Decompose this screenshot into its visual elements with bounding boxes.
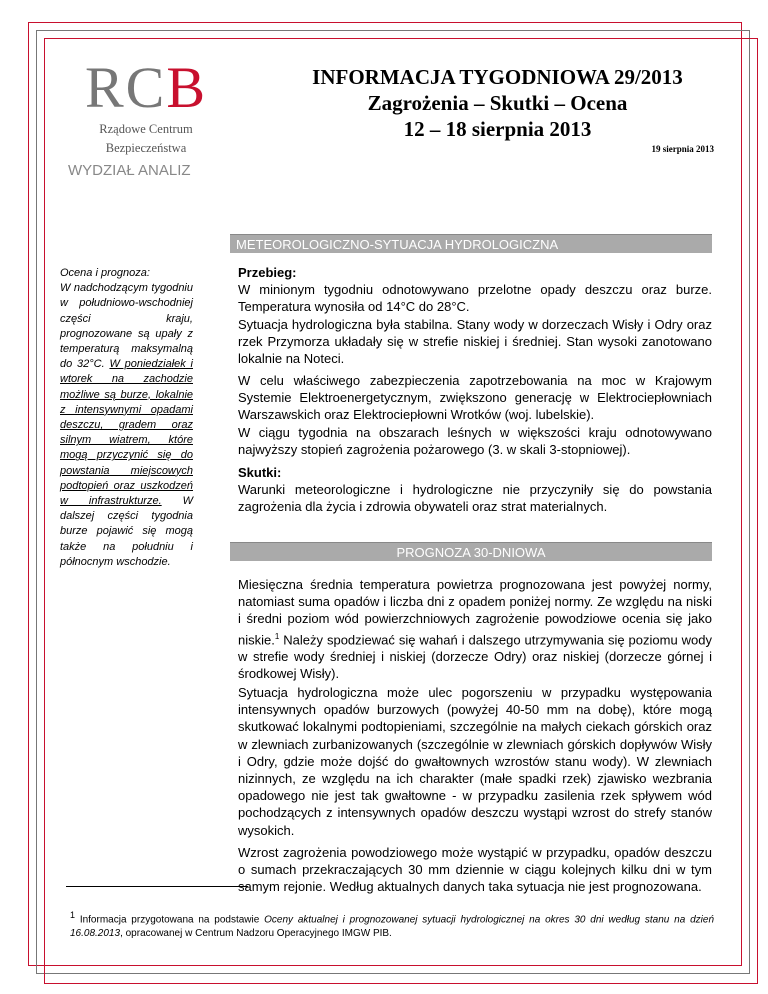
section-meteo-title: METEOROLOGICZNO-SYTUACJA HYDROLOGICZNA: [230, 234, 712, 253]
energy-block: [238, 372, 712, 458]
przebieg-para-2: Sytuacja hydrologiczna była stabilna. Stany wody w dorzeczach Wisły i Odry oraz rzek Przymorza układały się w strefie niskiej i średniej. Stan wysoki zanotowano lokalnie na Noteci.: [238, 316, 712, 367]
przebieg-label: Przebieg:: [238, 265, 297, 280]
sidebar-underlined-text: W poniedziałek i wtorek na zachodzie możliwe są burze, lokalnie z intensywnymi opadami deszczu, gradem oraz silnym wiatrem, które mogą przyczynić się do powstania miejscowych podtopień oraz uszkodzeń w infrastrukturze.: [60, 358, 193, 508]
logo-subtitle-2: Bezpieczeństwa: [105, 141, 187, 155]
doc-subtitle: Zagrożenia – Skutki – Ocena: [367, 91, 628, 115]
przebieg-block: [238, 264, 712, 367]
footnote-separator: [66, 886, 248, 887]
footnote: $^1$ Informacja przygotowana na podstawie Oceny aktualnej i prognozowanej sytuacji hydrologicznej na okres 30 dni według stanu na dzień 16.08.2013, opracowanej w Centrum Nadzoru Operacyjnego IMGW PIB.: [70, 910, 715, 940]
footnote-number: 1: [70, 910, 76, 920]
fire-para: W ciągu tygodnia na obszarach leśnych w większości kraju odnotowywano najwyższy stopień zagrożenia pożarowego (3. w skali 3-stopniowej).: [238, 424, 712, 457]
sidebar-text-2: W dalszej części tygodnia burze pojawić się mogą także na południu i północnym wschodzie.: [60, 495, 194, 568]
forecast-para-2: Sytuacja hydrologiczna może ulec pogorszeniu w przypadku występowania intensywnych opadów burzowych (powyżej 40-50 mm na dobę), które mogą skutkować lokalnymi podtopieniami, szczególnie na małych ciekach górskich oraz w zlewniach zurbanizowanych (szczególnie w zlewniach górskich dopływów Wisły i Odry, gdzie może dojść do gwałtownych wzrostów stanu wody). W zlewniach nizinnych, ze względu na ich charakter (małe spadki rzek) zjawisko wezbrania opadowego nie jest tak gwałtowne - w przypadku zasilenia rzek spływem wód pochodzących z intensywnych opadów deszczu wystąpi wzrost do strefy stanów wysokich.: [238, 685, 712, 838]
forecast-para-1: Miesięczna średnia temperatura powietrza prognozowana jest powyżej normy, natomiast suma opadów i liczba dni z opadem poniżej normy. Ze względu na niski i średni poziom wód powierzchniowych zagrożenie powodziowe ocenia się jako niskie.$^1$ Należy spodziewać się wahań i dalszego utrzymywania się poziomu wody w strefie wody średniej i niskiej (dorzecze Odry) oraz niskiej (dorzecze górnej i środkowej Wisły).: [238, 577, 712, 682]
section-forecast-title: PROGNOZA 30-DNIOWA: [230, 542, 712, 561]
skutki-para: Warunki meteorologiczne i hydrologiczne nie przyczyniły się do powstania zagrożenia dla życia i zdrowia obywateli oraz strat materialnych.: [238, 482, 712, 515]
logo-subtitle-1: Rządowe Centrum: [99, 122, 193, 136]
sidebar-text-1: W nadchodzącym tygodniu w południowo-wschodniej części kraju, prognozowane są upały z temperaturą maksymalną do 32°C.: [60, 282, 193, 371]
przebieg-para-1: W minionym tygodniu odnotowywano przelotne opady deszczu oraz burze. Temperatura wynosiła od 14°C do 28°C.: [238, 282, 712, 315]
skutki-label: Skutki:: [238, 465, 282, 480]
footnote-ref: 1: [274, 631, 280, 641]
doc-period: 12 – 18 sierpnia 2013: [403, 117, 592, 141]
doc-date: 19 sierpnia 2013: [651, 144, 714, 154]
forecast-para-3: Wzrost zagrożenia powodziowego może wystąpić w przypadku, opadów deszczu o sumach przekraczających 30 mm dziennie w ciągu kolejnych kilku dni w tym samym rejonie. Według aktualnych danych taka sytuacja nie jest prognozowana.: [238, 845, 712, 895]
rcb-logo: [66, 55, 226, 156]
energy-para: W celu właściwego zabezpieczenia zapotrzebowania na moc w Krajowym Systemie Elektroenergetycznym, zwiększono generację w Elektrociepłowniach Warszawskich oraz Elektrociepłowni Wrotków (woj. lubelskie).: [238, 373, 712, 423]
doc-title: INFORMACJA TYGODNIOWA 29/2013: [312, 65, 683, 89]
skutki-block: [238, 464, 712, 516]
department-label: WYDZIAŁ ANALIZ: [68, 162, 191, 179]
logo-letters: RCB: [84, 55, 208, 120]
sidebar-assessment: [60, 266, 193, 570]
sidebar-heading: Ocena i prognoza:: [60, 267, 150, 279]
